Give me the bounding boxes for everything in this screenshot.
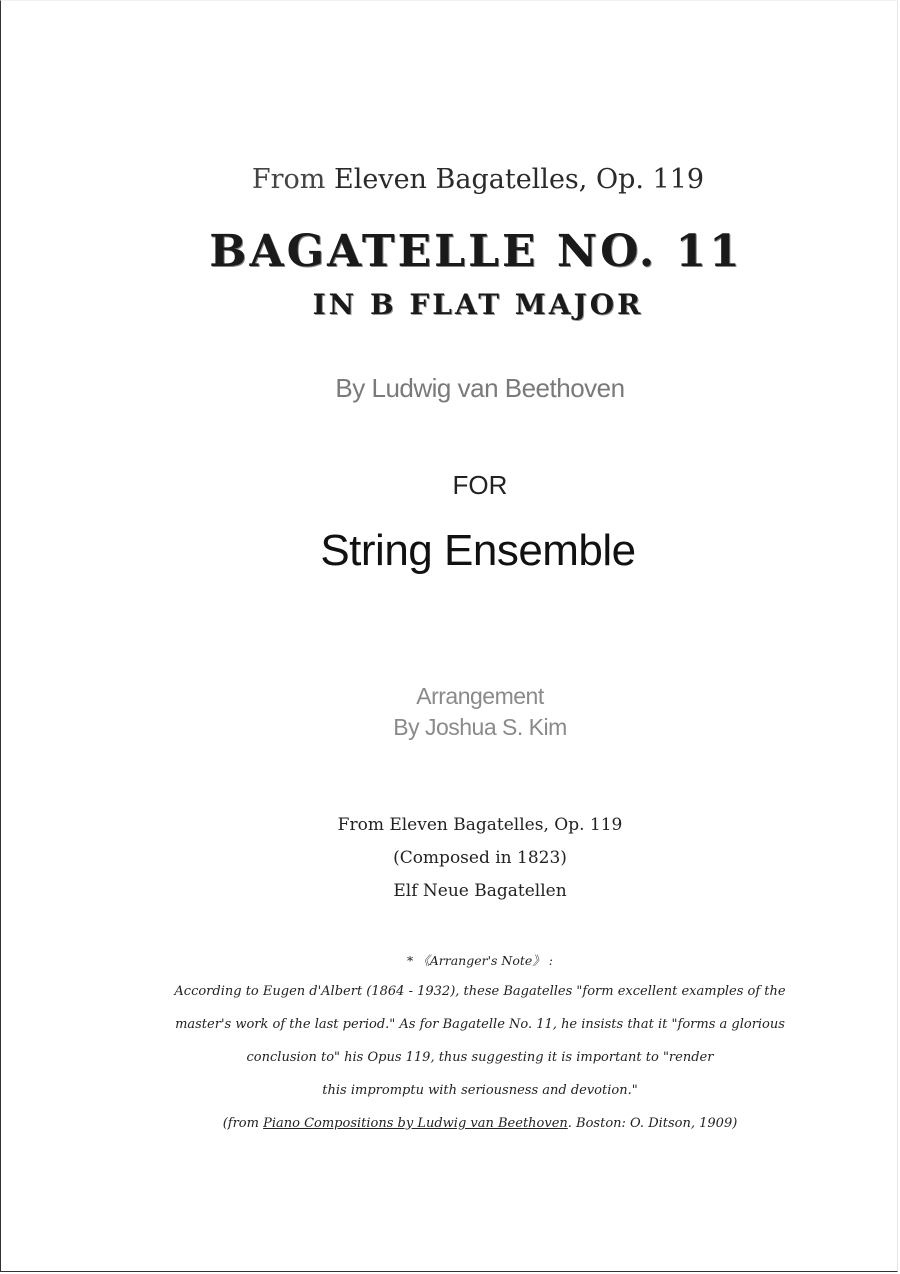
arranger-note-line: According to Eugen d'Albert (1864 - 1932), these Bagatelles "form excellent examples of the <box>174 984 786 999</box>
source-book-title: Piano Compositions by Ludwig van Beethoven <box>263 1116 568 1131</box>
for-label: FOR <box>452 470 508 500</box>
arranger-note-line: master's work of the last period." As for Bagatelle No. 11, he insists that it "forms a glorious <box>175 1017 785 1032</box>
info-german-title: Elf Neue Bagatellen <box>393 881 567 901</box>
page-title: BAGATELLE NO. 11 <box>209 226 743 277</box>
arranger-credit: By Joshua S. Kim <box>393 714 567 740</box>
collection-name: Eleven Bagatelles, Op. 119 <box>334 164 705 195</box>
arrangement-label: Arrangement <box>416 683 544 709</box>
note-source <box>30 1116 900 1131</box>
info-composed-date: (Composed in 1823) <box>393 848 567 868</box>
arranger-note-line: conclusion to" his Opus 119, thus suggesting it is important to "render <box>246 1050 714 1065</box>
source-prefix: (from <box>222 1116 264 1131</box>
from-prefix: From <box>251 164 326 195</box>
composer-credit: By Ludwig van Beethoven <box>335 373 625 403</box>
arranger-note-heading: * 《Arranger's Note》 : <box>407 953 553 968</box>
page-subtitle: IN B FLAT MAJOR <box>312 288 644 321</box>
info-collection: From Eleven Bagatelles, Op. 119 <box>337 815 623 835</box>
source-suffix: . Boston: O. Ditson, 1909) <box>567 1116 738 1131</box>
ensemble-name: String Ensemble <box>320 526 636 575</box>
arranger-note-line: this impromptu with seriousness and devotion." <box>322 1083 638 1098</box>
collection-heading <box>28 164 900 195</box>
